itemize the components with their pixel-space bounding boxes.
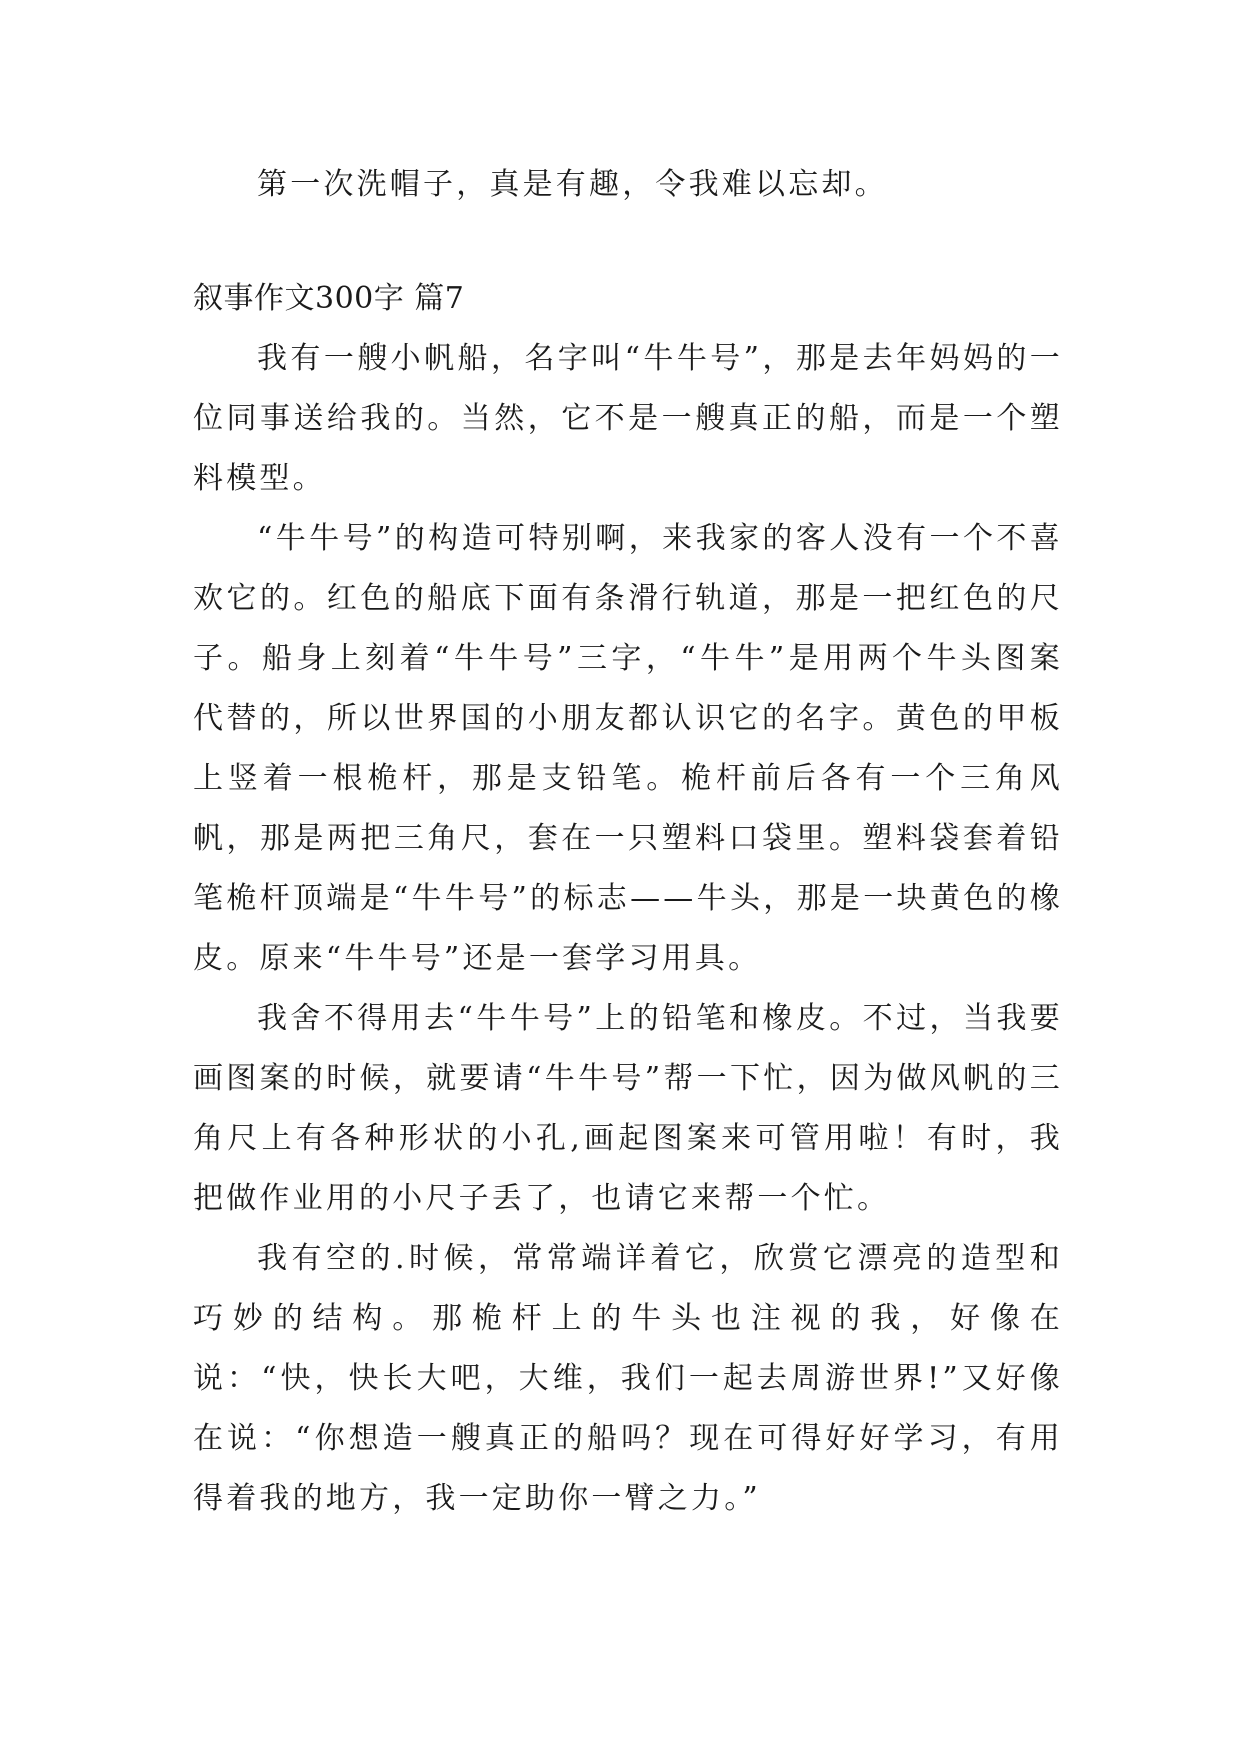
opening-line: 第一次洗帽子，真是有趣，令我难以忘却。	[257, 167, 888, 202]
paragraph-4: 我有空的.时候，常常端详着它，欣赏它漂亮的造型和巧妙的结构。那桅杆上的牛头也注视的我，好像在说：“快，快长大吧，大维，我们一起去周游世界!”又好像在说：“你想造一艘真正的船吗？现在可得好好学习，有用得着我的地方，我一定助你一臂之力。”	[193, 1241, 1063, 1516]
document-page	[193, 155, 1063, 1529]
paragraph-2: “牛牛号”的构造可特别啊，来我家的客人没有一个不喜欢它的。红色的船底下面有条滑行轨道，那是一把红色的尺子。船身上刻着“牛牛号”三字，“牛牛”是用两个牛头图案代替的，所以世界国的小朋友都认识它的名字。黄色的甲板上竖着一根桅杆，那是支铅笔。桅杆前后各有一个三角风帆，那是两把三角尺，套在一只塑料口袋里。塑料袋套着铅笔桅杆顶端是“牛牛号”的标志——牛头，那是一块黄色的橡皮。原来“牛牛号”还是一套学习用具。	[193, 521, 1063, 976]
paragraph-3: 我舍不得用去“牛牛号”上的铅笔和橡皮。不过，当我要画图案的时候，就要请“牛牛号”帮一下忙，因为做风帆的三角尺上有各种形状的小孔,画起图案来可管用啦！有时，我把做作业用的小尺子丢了，也请它来帮一个忙。	[193, 1001, 1063, 1216]
section-title: 叙事作文300字 篇7	[193, 281, 465, 316]
section-heading-wrap	[193, 269, 1063, 329]
paragraph-1: 我有一艘小帆船，名字叫“牛牛号”，那是去年妈妈的一位同事送给我的。当然，它不是一艘真正的船，而是一个塑料模型。	[193, 341, 1063, 496]
